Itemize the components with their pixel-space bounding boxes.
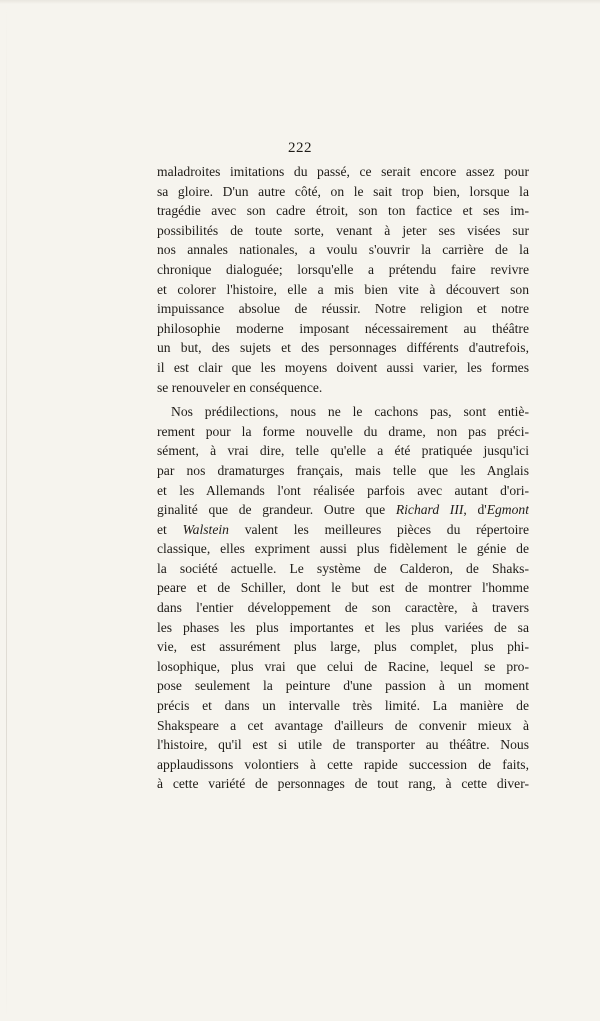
- text-line: l'histoire, qu'il est si utile de transporter au théâtre. Nous: [157, 737, 529, 753]
- text-line: maladroites imitations du passé, ce serait encore assez pour: [157, 164, 529, 179]
- text-line: et Walstein valent les meilleures pièces du répertoire: [157, 521, 529, 537]
- text-line: philosophie moderne imposant nécessairement au théâtre: [157, 320, 529, 336]
- text-line: peare et de Schiller, dont le but est de montrer l'homme: [157, 580, 529, 596]
- paragraph-1: [157, 162, 529, 397]
- text-line: classique, elles expriment aussi plus fidèlement le génie de: [157, 541, 529, 557]
- text-line: nos annales nationales, a voulu s'ouvrir la carrière de la: [157, 242, 529, 258]
- text-line: les phases les plus importantes et les plus variées de sa: [157, 619, 529, 635]
- text-line: chronique dialoguée; lorsqu'elle a prétendu faire revivre: [157, 261, 529, 277]
- page-number: 222: [288, 140, 312, 156]
- text-line: sa gloire. D'un autre côté, on le sait trop bien, lorsque la: [157, 183, 529, 199]
- paragraph-2: [157, 402, 529, 794]
- text-line: se renouveler en conséquence.: [157, 379, 323, 395]
- page-top-shadow: [0, 0, 600, 4]
- text-line: et colorer l'histoire, elle a mis bien vite à découvert son: [157, 281, 529, 297]
- text-line: impuissance absolue de réussir. Notre religion et notre: [157, 301, 529, 317]
- text-line: losophique, plus vrai que celui de Racine, lequel se pro-: [157, 658, 529, 674]
- text-line: il est clair que les moyens doivent aussi varier, les formes: [157, 359, 529, 375]
- text-line: pose seulement la peinture d'une passion à un moment: [157, 678, 529, 694]
- text-line: applaudissons volontiers à cette rapide succession de faits,: [157, 756, 529, 772]
- text-line: tragédie avec son cadre étroit, son ton factice et ses im-: [157, 203, 529, 219]
- italic-title: Walstein: [182, 521, 229, 537]
- text-line: ginalité que de grandeur. Outre que Richard III, d'Egmont: [157, 502, 529, 518]
- italic-title: Richard III: [395, 502, 464, 518]
- text-line: la société actuelle. Le système de Calderon, de Shaks-: [157, 560, 529, 576]
- text-line: Shakspeare a cet avantage d'ailleurs de convenir mieux à: [157, 717, 529, 733]
- text-line: par nos dramaturges français, mais telle que les Anglais: [157, 462, 529, 478]
- text-line: à cette variété de personnages de tout rang, à cette diver-: [157, 776, 529, 792]
- text-line: précis et dans un intervalle très limité. La manière de: [157, 698, 529, 714]
- text-line: sément, à vrai dire, telle qu'elle a été pratiquée jusqu'ici: [157, 443, 529, 459]
- text-line: un but, des sujets et des personnages différents d'autrefois,: [157, 340, 529, 356]
- text-line: rement pour la forme nouvelle du drame, non pas préci-: [157, 423, 529, 439]
- body-text: [157, 162, 529, 794]
- text-line: et les Allemands l'ont réalisée parfois avec autant d'ori-: [157, 482, 529, 498]
- text-line: Nos prédilections, nous ne le cachons pas, sont entiè-: [171, 404, 529, 420]
- text-line: possibilités de toute sorte, venant à jeter ses visées sur: [157, 222, 529, 238]
- italic-title: Egmont: [486, 502, 529, 518]
- text-line: dans l'entier développement de son caractère, à travers: [157, 600, 529, 616]
- text-line: vie, est assurément plus large, plus complet, plus phi-: [157, 639, 529, 655]
